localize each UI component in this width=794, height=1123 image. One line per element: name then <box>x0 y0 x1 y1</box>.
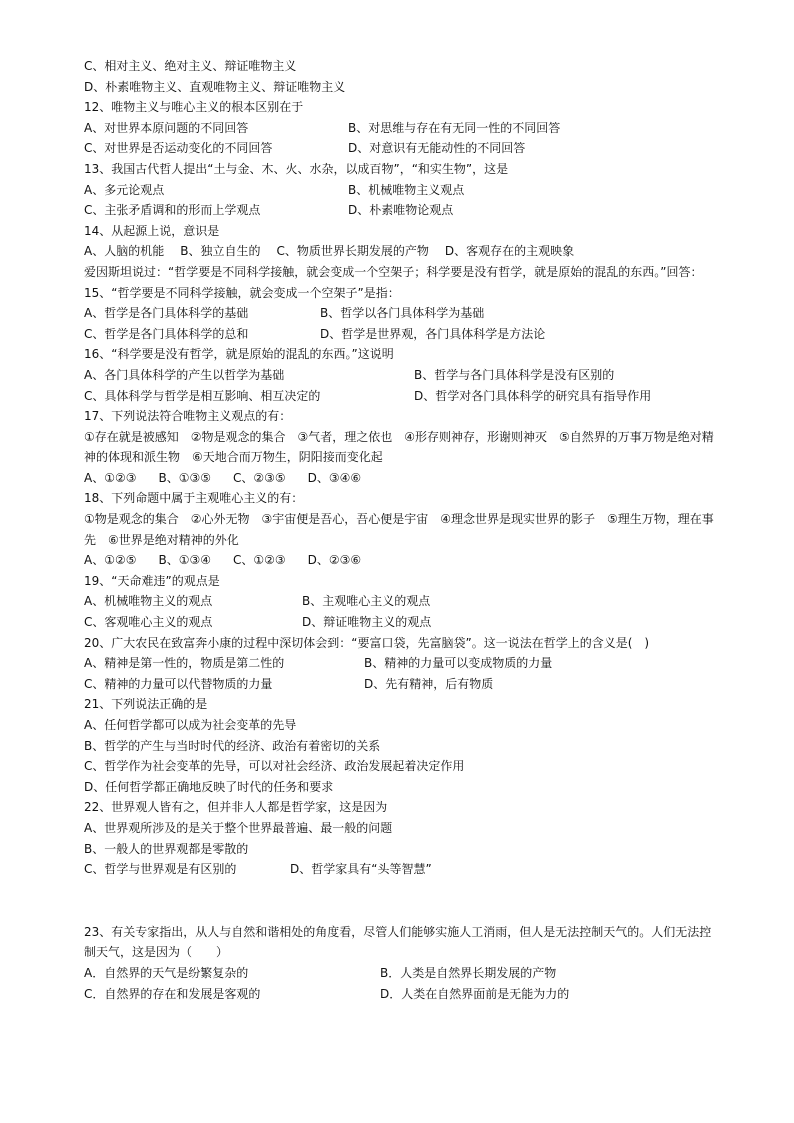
option-a: A、多元论观点 <box>84 182 165 197</box>
option-a: A、人脑的机能 <box>84 244 165 259</box>
question-18-items: ①物是观念的集合 ②心外无物 ③宇宙便是吾心，吾心便是宇宙 ④理念世界是现实世界的影子 ⑤理生万物，理在事先 ⑥世界是绝对精神的外化 <box>84 512 714 547</box>
option-c: C、主张矛盾调和的形而上学观点 <box>84 203 261 218</box>
option-c: C、具体科学与哲学是相互影响、相互决定的 <box>84 388 321 403</box>
option-c: C、对世界是否运动变化的不同回答 <box>84 141 273 156</box>
option-line: D、朴素唯物主义、直观唯物主义、辩证唯物主义 <box>84 79 346 94</box>
question-18-options-row <box>84 550 714 571</box>
option-a: A、哲学是各门具体科学的基础 <box>84 306 249 321</box>
question-13-options-row <box>84 200 714 221</box>
option-b: B．人类是自然界长期发展的产物 <box>380 965 557 980</box>
option-a: A、机械唯物主义的观点 <box>84 594 213 609</box>
option-b: B、哲学的产生与当时时代的经济、政治有着密切的关系 <box>84 738 381 753</box>
option-d: D、哲学对各门具体科学的研究具有指导作用 <box>414 388 652 403</box>
question-20-options-row <box>84 653 714 674</box>
option-c: C、②③⑤ <box>233 470 286 485</box>
option-d: D、客观存在的主观映象 <box>444 244 575 259</box>
option-a: A、各门具体科学的产生以哲学为基础 <box>84 367 285 382</box>
option-d: D、朴素唯物论观点 <box>348 203 454 218</box>
option-d: D．人类在自然界面前是无能为力的 <box>380 986 570 1001</box>
option-b: B、对思维与存在有无同一性的不同回答 <box>348 120 561 135</box>
question-18-stem: 18、下列命题中属于主观唯心主义的有： <box>84 491 304 506</box>
option-b: B、一般人的世界观都是零散的 <box>84 841 249 856</box>
option-c: C、①②③ <box>233 553 286 568</box>
question-14-stem: 14、从起源上说，意识是 <box>84 223 220 238</box>
question-15-options-row <box>84 324 714 345</box>
question-14-options-row <box>84 241 714 262</box>
option-d: D、先有精神，后有物质 <box>364 676 494 691</box>
question-12-stem: 12、唯物主义与唯心主义的根本区别在于 <box>84 100 304 115</box>
spacer <box>84 880 714 922</box>
option-a: A、精神是第一性的，物质是第二性的 <box>84 656 285 671</box>
question-17-stem: 17、下列说法符合唯物主义观点的有： <box>84 409 292 424</box>
option-a: A、任何哲学都可以成为社会变革的先导 <box>84 718 297 732</box>
option-b: B、哲学以各门具体科学为基础 <box>320 306 485 321</box>
question-20-options-row <box>84 674 714 695</box>
option-a: A．自然界的天气是纷繁复杂的 <box>84 965 249 980</box>
option-c: C、哲学作为社会变革的先导，可以对社会经济、政治发展起着决定作用 <box>84 759 465 774</box>
question-17-items: ①存在就是被感知 ②物是观念的集合 ③气者，理之依也 ④形存则神存，形谢则神灭 ⑤自然界的万事万物是绝对精神的体现和派生物 ⑥天地合而万物生，阴阳接而变化起 <box>84 429 714 465</box>
option-a: A、对世界本原问题的不同回答 <box>84 120 249 135</box>
option-c: C、哲学与世界观是有区别的 <box>84 862 237 877</box>
option-c: C、精神的力量可以代替物质的力量 <box>84 676 273 691</box>
option-b: B、①③④ <box>158 553 211 568</box>
option-c: C、客观唯心主义的观点 <box>84 615 213 630</box>
question-23-options-row <box>84 984 714 1005</box>
question-20-stem: 20、广大农民在致富奔小康的过程中深切体会到：“要富口袋，先富脑袋”。这一说法在哲学上的含义是( ) <box>84 635 650 650</box>
question-19-options-row <box>84 591 714 612</box>
reading-passage: 爱因斯坦说过：“哲学要是不同科学接触，就会变成一个空架子；科学要是没有哲学，就是原始的混乱的东西。”回答： <box>84 264 703 279</box>
option-d: D、哲学是世界观，各门具体科学是方法论 <box>320 326 546 341</box>
option-b: B、①③⑤ <box>158 470 211 485</box>
option-a: A、世界观所涉及的是关于整个世界最普遍、最一般的问题 <box>84 820 393 835</box>
option-c: C、物质世界长期发展的产物 <box>276 244 429 259</box>
option-d: D、任何哲学都正确地反映了时代的任务和要求 <box>84 779 334 794</box>
question-13-stem: 13、我国古代哲人提出“土与金、木、火、水杂，以成百物”，“和实生物”，这是 <box>84 161 509 176</box>
option-c: C．自然界的存在和发展是客观的 <box>84 986 261 1001</box>
option-d: D、③④⑥ <box>307 470 362 485</box>
option-d: D、哲学家具有“头等智慧” <box>290 862 432 877</box>
question-19-options-row <box>84 612 714 633</box>
question-22-stem: 22、世界观人皆有之，但并非人人都是哲学家，这是因为 <box>84 800 388 815</box>
question-16-options-row <box>84 365 714 386</box>
question-12-options-row <box>84 118 714 139</box>
question-16-options-row <box>84 386 714 407</box>
question-16-stem: 16、“科学要是没有哲学，就是原始的混乱的东西。”这说明 <box>84 347 394 362</box>
question-22-options-row <box>84 859 714 880</box>
question-12-options-row <box>84 138 714 159</box>
question-15-options-row <box>84 303 714 324</box>
option-d: D、辩证唯物主义的观点 <box>302 615 432 630</box>
option-b: B、主观唯心主义的观点 <box>302 594 431 609</box>
question-17-options-row <box>84 468 714 489</box>
option-d: D、对意识有无能动性的不同回答 <box>348 141 526 156</box>
option-a: A、①②⑤ <box>84 553 137 568</box>
option-d: D、②③⑥ <box>307 553 362 568</box>
option-a: A、①②③ <box>84 470 137 485</box>
question-15-stem: 15、“哲学要是不同科学接触，就会变成一个空架子”是指： <box>84 285 400 300</box>
question-23-options-row <box>84 963 714 984</box>
question-21-stem: 21、下列说法正确的是 <box>84 697 208 712</box>
option-b: B、独立自生的 <box>180 244 261 259</box>
option-c: C、哲学是各门具体科学的总和 <box>84 326 249 341</box>
option-line: C、相对主义、绝对主义、辩证唯物主义 <box>84 59 297 73</box>
option-b: B、机械唯物主义观点 <box>348 182 465 197</box>
question-19-stem: 19、“天命难违”的观点是 <box>84 573 220 588</box>
option-b: B、哲学与各门具体科学是没有区别的 <box>414 367 615 382</box>
question-23-stem: 23、有关专家指出，从人与自然和谐相处的角度看，尽管人们能够实施人工消雨，但人是无法控制天气的。人们无法控制天气，这是因为（ ） <box>84 924 712 960</box>
question-13-options-row <box>84 180 714 201</box>
option-b: B、精神的力量可以变成物质的力量 <box>364 656 553 671</box>
document-page <box>84 56 714 1004</box>
